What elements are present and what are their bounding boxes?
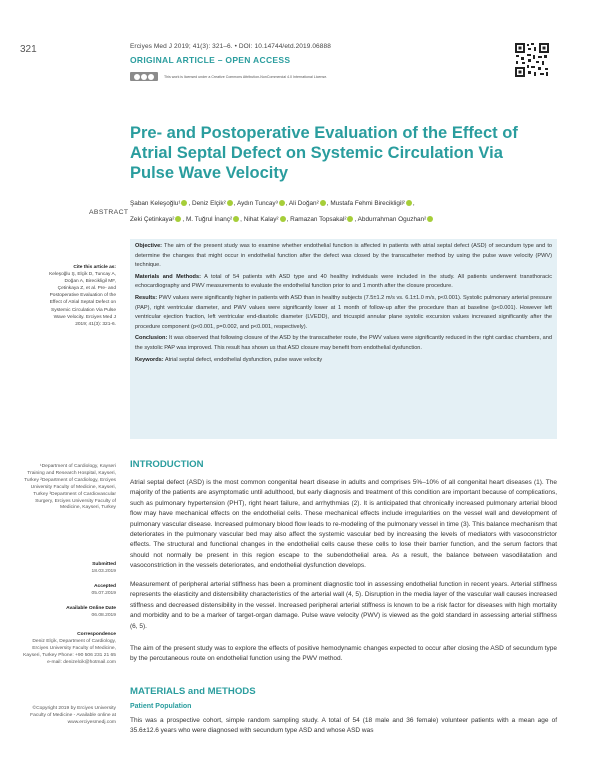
author-name: Deniz Elçik² — [192, 200, 226, 207]
orcid-icon[interactable] — [233, 216, 239, 222]
author-name: Zeki Çetinkaya² — [130, 216, 175, 223]
correspondence: Correspondence Deniz Elçik, Department of Cardiology, Erciyes University Faculty of Medicine, Kayseri, Turkey Phone: +90 506 231 21 65 e-mail: denizelcik@hotmail.com — [23, 632, 116, 665]
orcid-icon[interactable] — [347, 216, 353, 222]
patient-population-heading: Patient Population — [130, 703, 192, 710]
author-name: Mustafa Fehmi Birecikligil² — [330, 200, 405, 207]
orcid-icon[interactable] — [320, 200, 326, 206]
affiliations: ¹Department of Cardiology, Kayseri Training and Research Hospital, Kayseri, Turkey ²Department of Cardiology, Erciyes University Faculty of Medicine, Kayseri, Turkey ³Department of Cardiovascular Surgery, Erciyes University Faculty of Medicine, Kayseri, Turkey — [24, 464, 116, 511]
author-list: Şaban Keleşoğlu¹ , Deniz Elçik² , Aydın Tuncay³ , Ali Doğan² , Mustafa Fehmi Birecikligil² , Zeki Çetinkaya² , M. Tuğrul İnanç² , Nihat Kalay² , Ramazan Topsakal² , Abdurrahman Oguzhan² — [130, 196, 550, 228]
accepted-date: Accepted 05.07.2019 — [91, 584, 116, 596]
online-date: Available Online Date 06.08.2019 — [66, 606, 116, 618]
abstract-conclusion: Conclusion: It was observed that following closure of the ASD by the transcatheter route, the PWV values were significantly reduced in the right cardiac chambers, and the systolic PAP was improved. This result has shown us that ASD closure may benefit from endothelial dysfunction. — [135, 335, 552, 351]
author-name: Ali Doğan² — [288, 200, 319, 207]
intro-paragraph-3: The aim of the present study was to explore the effects of positive hemodynamic changes expected to occur after closing the ASD of secundum type by the percutaneous route on endothelial function using the PWV method. — [130, 645, 557, 663]
abstract-results: Results: PWV values were significantly higher in patients with ASD than in healthy subjects (7.5±1.2 m/s vs. 6.1±1.0 m/s, p<0.001). Systolic pulmonary arterial pressure (PAP), right ventricular diameter, and PWV values were significantly lower at 1 month of follow-up after the procedure than at baseline (p<0.001). However left ventricular ejection fraction, left ventricular end-diastolic diameter (LVEDD), and tricuspid annular plane systolic excursion values increased significantly after the procedure component (p<0.001, p=0.002, and p<0.001, respectively). — [135, 294, 552, 330]
author-name: Şaban Keleşoğlu¹ — [130, 200, 181, 207]
creative-commons-icon[interactable] — [130, 72, 158, 81]
author-name: M. Tuğrul İnanç² — [185, 216, 233, 223]
abstract-label: ABSTRACT — [89, 209, 129, 216]
orcid-icon[interactable] — [227, 200, 233, 206]
orcid-icon[interactable] — [181, 200, 187, 206]
orcid-icon[interactable] — [280, 216, 286, 222]
author-name: Ramazan Topsakal² — [290, 216, 347, 223]
license-row — [130, 72, 327, 81]
article-type-label: ORIGINAL ARTICLE – OPEN ACCESS — [130, 55, 291, 65]
orcid-icon[interactable] — [279, 200, 285, 206]
author-name: Aydın Tuncay³ — [236, 200, 278, 207]
author-name: Nihat Kalay² — [243, 216, 279, 223]
article-title: Pre- and Postoperative Evaluation of the Effect of Atrial Septal Defect on Systemic Circulation Via Pulse Wave Velocity — [130, 124, 518, 182]
cite-this-article: Cite this article as: Keleşoğlu Ş, Elçik D, Tuncay A, Doğan A, Birecikligil MF, Çetinkaya Z, et al. Pre- and Postoperative Evaluation of the Effect of Atrial Septal Defect on Systemic Circulation Via Pulse Wave Velocity. Erciyes Med J 2019; 41(3): 321-6. — [49, 265, 116, 327]
intro-paragraph-1: Atrial septal defect (ASD) is the most common congenital heart disease in adults and comprises 5%–10% of all congenital heart diseases (1). The majority of the patients are asymptomatic until adulthood, but early diagnosis and treatment of this condition are important because of complications, such as pulmonary hypertension (PHT), right heart failure, and arrhythmias (2). It is anticipated that chronically increased pulmonary arterial blood flow may have mechanical effects on the endothelial cells. These mechanical effects include irregularities on the vessel wall and development of pulmonary vascular disease. Increased pulmonary blood flow leads to re-modeling of the pulmonary vessel in time (3). This balance mechanism that deteriorates in the pulmonary vascular bed may also affect the systemic vascular bed by increasing the levels of mediators with vasoconstrictor effects. The structural and functional changes in the endothelial cells cause these cells to lose their barrier function, and the serum factors that should not normally be present in this region escape to the subendothelial area. As a result, the balance between vasodilatation and vasoconstriction in the vessels deteriorates, and endothelial dysfunction develops. — [130, 479, 557, 570]
methods-heading: MATERIALS and METHODS — [130, 686, 256, 697]
orcid-icon[interactable] — [175, 216, 181, 222]
copyright-notice: ©Copyright 2019 by Erciyes University Faculty of Medicine - Available online at www.erciyesmedj.com — [30, 706, 116, 725]
page-number: 321 — [20, 44, 37, 55]
qr-code-icon — [514, 42, 550, 78]
abstract-objective: Objective: The aim of the present study was to examine whether endothelial function is affected in patients with atrial septal defect (ASD) of secundum type and to determine the changes that might occur in endothelial function after the defect was closed by the transcatheter method by using the pulse wave velocity (PWV) technique. — [135, 243, 553, 269]
journal-citation-line: Erciyes Med J 2019; 41(3): 321–6. • DOI: 10.14744/etd.2019.06888 — [130, 43, 331, 50]
intro-paragraph-2: Measurement of peripheral arterial stiffness has been a prominent diagnostic tool in assessing endothelial function in recent years. Arterial stiffness represents the elasticity and distensibility characteristics of the arterial wall (4, 5). Disruption in the media layer of the vascular wall causes increased stiffness and decreased distensibility in the vessel. Increased peripheral arterial stiffness is known to be a risk factor for diseases with high mortality and morbidity and to be a marker of target-organ damage. Pulse wave velocity (PWV) is viewed as the gold standard in assessing arterial stiffness (6, 5). — [130, 581, 557, 630]
abstract-box — [130, 239, 557, 439]
population-paragraph: This was a prospective cohort, simple random sampling study. A total of 54 (18 male and 36 female) volunteer patients with a mean age of 35.6±12.6 years who were diagnosed with secundum type ASD and whose ASD was — [130, 717, 557, 735]
orcid-icon[interactable] — [427, 216, 433, 222]
author-name: Abdurrahman Oguzhan² — [357, 216, 427, 223]
abstract-keywords: Keywords: Atrial septal defect, endothelial dysfunction, pulse wave velocity — [135, 356, 323, 363]
orcid-icon[interactable] — [406, 200, 412, 206]
abstract-methods: Materials and Methods: A total of 54 patients with ASD type and 40 healthy individuals were included in the study. All patients underwent transthoracic echocardiography and PWV measurements to evaluate the endothelial function prior to and 1 month after the closure procedure. — [135, 273, 552, 290]
submitted-date: Submitted 18.03.2019 — [91, 562, 116, 574]
introduction-heading: INTRODUCTION — [130, 459, 204, 470]
license-text: This work is licensed under a Creative Commons Attribution-NonCommercial 4.0 International License. — [164, 74, 328, 79]
